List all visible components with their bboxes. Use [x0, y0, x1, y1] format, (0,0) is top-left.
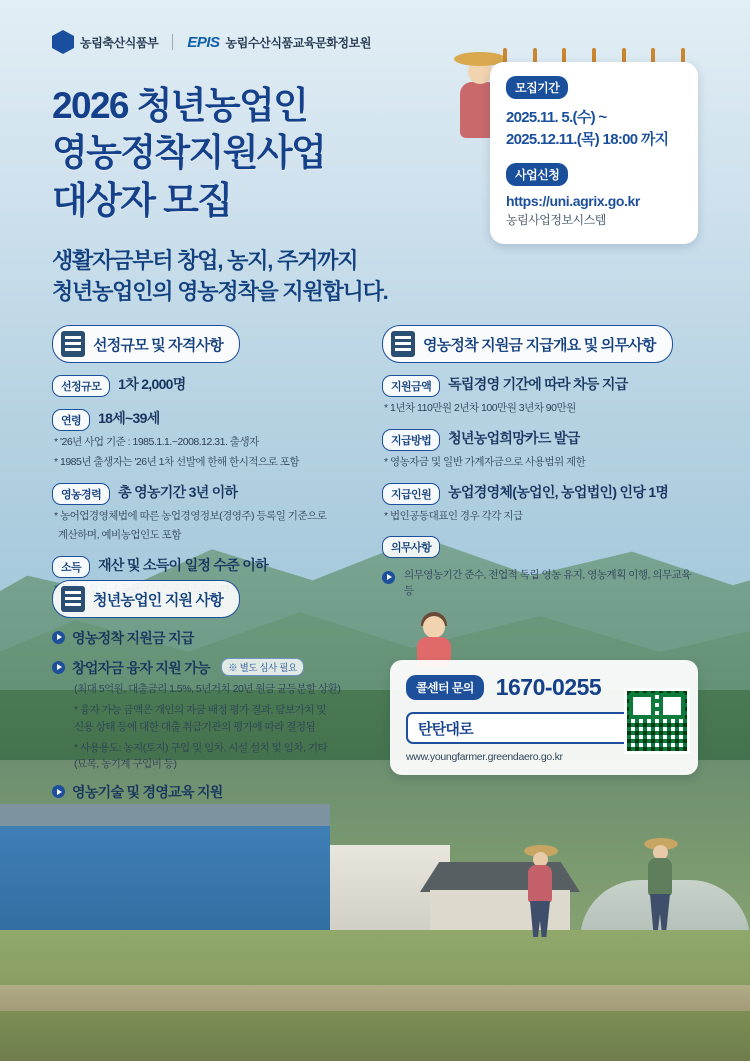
- headline-subtitle: [52, 245, 522, 307]
- row-selection-scale: [52, 374, 352, 397]
- value-support-amount: 독립경영 기간에 따라 차등 지급: [448, 376, 628, 392]
- support-item-2-note-5: (묘목, 농기계 구입비 등): [74, 758, 177, 771]
- value-payment-method: 청년농업희망카드 발급: [448, 429, 580, 446]
- section-support-payment: [382, 325, 698, 600]
- note-age-1: * '26년 사업 기준 : 1985.1.1.~2008.12.31. 출생자: [54, 436, 259, 448]
- period-line-2: 2025.12.11.(목) 18:00 까지: [506, 130, 669, 148]
- section-left-header: [52, 325, 240, 363]
- note-support-amount: * 1년차 110만원 2년차 100만원 3년차 90만원: [384, 402, 576, 414]
- money-card-icon: [391, 331, 415, 357]
- note-age-2: * 1985년 출생자는 '26년 1차 선발에 한해 한시적으로 포함: [54, 455, 300, 468]
- row-payment-method: [382, 428, 698, 451]
- support-item-2: [52, 658, 382, 678]
- duty-bullet-row: [382, 568, 698, 600]
- section-left-title: 선정규모 및 자격사항: [93, 336, 223, 354]
- support-item-2-note-3: 신용 상태 등에 대한 대출 취급기관의 평가에 따라 결정됨: [74, 720, 316, 733]
- pill-income: 소득: [52, 556, 90, 578]
- section-bottom-header: [52, 580, 240, 618]
- application-system-name: 농림사업정보시스템: [506, 212, 606, 227]
- row-farming-career: [52, 482, 352, 505]
- note-career-2: 계산하며, 예비농업인도 포함: [58, 529, 181, 542]
- ministry-emblem-icon: [52, 30, 74, 54]
- support-item-2-note-1: (최대 5억원, 대출금리 1.5%, 5년거치 20년 원금 균등분할 상환): [74, 683, 341, 695]
- row-income: [52, 555, 352, 578]
- support-item-2-note-4: * 사용용도: 농지(토지) 구입 및 임차, 시설 설치 및 임차, 기타: [74, 741, 328, 754]
- value-income: 재산 및 소득이 일정 수준 이하: [98, 557, 268, 573]
- support-item-2-label: 창업자금 융자 지원 가능: [72, 660, 210, 676]
- arrow-bullet-icon: [52, 661, 65, 674]
- call-center-number: 1670-0255: [495, 674, 602, 700]
- value-age: 18세~39세: [98, 410, 160, 426]
- note-payment-method: * 영농자금 및 일반 가계자금으로 사용범위 제한: [384, 455, 586, 468]
- pill-support-amount: 지원금액: [382, 375, 440, 397]
- subtitle-line-1: 생활자금부터 창업, 농지, 주거까지: [52, 248, 358, 273]
- support-item-3-label: 영농기술 및 경영교육 지원: [72, 784, 223, 801]
- page-title: [52, 82, 482, 224]
- photo-farmer-right: [640, 838, 680, 930]
- support-item-3: [52, 782, 382, 802]
- support-item-1: [52, 628, 382, 648]
- section-youth-farmer-support: [52, 580, 382, 802]
- period-tag: 모집기간: [506, 76, 568, 99]
- note-payment-count: * 법인공동대표인 경우 각각 지급: [384, 509, 523, 522]
- ministry-logo-label: 농림축산식품부: [80, 35, 159, 50]
- section-bottom-title: 청년농업인 지원 사항: [93, 591, 223, 609]
- duty-text: 의무영농기간 준수, 전업적 독립 영농 유지, 영농계획 이행, 의무교육 등: [404, 569, 691, 597]
- pill-payment-method: 지급방법: [382, 429, 440, 451]
- background-path: [0, 985, 750, 1011]
- call-center-tag: 콜센터 문의: [406, 675, 484, 700]
- support-item-1-label: 영농정착 지원금 지급: [72, 630, 194, 646]
- logo-divider: [172, 34, 173, 50]
- arrow-bullet-icon: [52, 785, 65, 798]
- value-payment-count: 농업경영체(농업인, 농업법인) 인당 1명: [448, 483, 669, 500]
- headline-line-1: 2026 청년농업인: [52, 85, 308, 126]
- support-item-2-note-2: * 융자 가능 금액은 개인의 자금 배정 평가 결과, 담보가치 및: [74, 704, 326, 717]
- row-payment-count: [382, 482, 698, 505]
- row-age: [52, 408, 352, 431]
- epis-logo-label: 농림수산식품교육문화정보원: [225, 35, 372, 50]
- arrow-bullet-icon: [52, 631, 65, 644]
- epis-mark-label: EPIS: [187, 33, 220, 51]
- section-right-title: 영농정착 지원금 지급개요 및 의무사항: [423, 336, 656, 354]
- arrow-bullet-icon: [382, 571, 395, 584]
- pill-selection-scale: 선정규모: [52, 375, 110, 397]
- period-line-1: 2025.11. 5.(수) ~: [506, 109, 607, 126]
- headline-line-3: 대상자 모집: [52, 179, 232, 221]
- apply-tag: 사업신청: [506, 163, 568, 186]
- row-duty: [382, 535, 698, 558]
- photo-farmer-left: [520, 845, 560, 937]
- note-career-1: * 농어업경영체법에 따른 농업경영정보(경영주) 등록일 기준으로: [54, 509, 327, 522]
- pill-duty: 의무사항: [382, 536, 440, 558]
- subtitle-line-2: 청년농업인의 영농정착을 지원합니다.: [52, 279, 388, 305]
- application-url-link[interactable]: https://uni.agrix.go.kr: [506, 192, 640, 209]
- epis-logo: [187, 34, 371, 51]
- pill-payment-count: 지급인원: [382, 483, 440, 505]
- row-support-amount: [382, 374, 698, 397]
- qr-code[interactable]: [624, 688, 690, 754]
- pill-farming-career: 영농경력: [52, 483, 110, 505]
- section-selection-eligibility: [52, 325, 352, 598]
- section-right-header: [382, 325, 673, 363]
- support-item-2-badge: ※ 별도 심사 필요: [221, 658, 303, 676]
- headline-line-2: 영농정착지원사업: [52, 132, 326, 174]
- ministry-logo: [52, 30, 158, 54]
- document-list-icon: [61, 586, 85, 612]
- value-selection-scale: 1차 2,000명: [118, 376, 186, 392]
- pill-age: 연령: [52, 409, 90, 431]
- search-keyword: 탄탄대로: [418, 720, 473, 738]
- application-info-card: [490, 62, 698, 244]
- website-url[interactable]: www.youngfarmer.greendaero.go.kr: [406, 751, 563, 763]
- clipboard-icon: [61, 331, 85, 357]
- logo-row: [52, 30, 371, 54]
- value-farming-career: 총 영농기간 3년 이하: [118, 483, 238, 500]
